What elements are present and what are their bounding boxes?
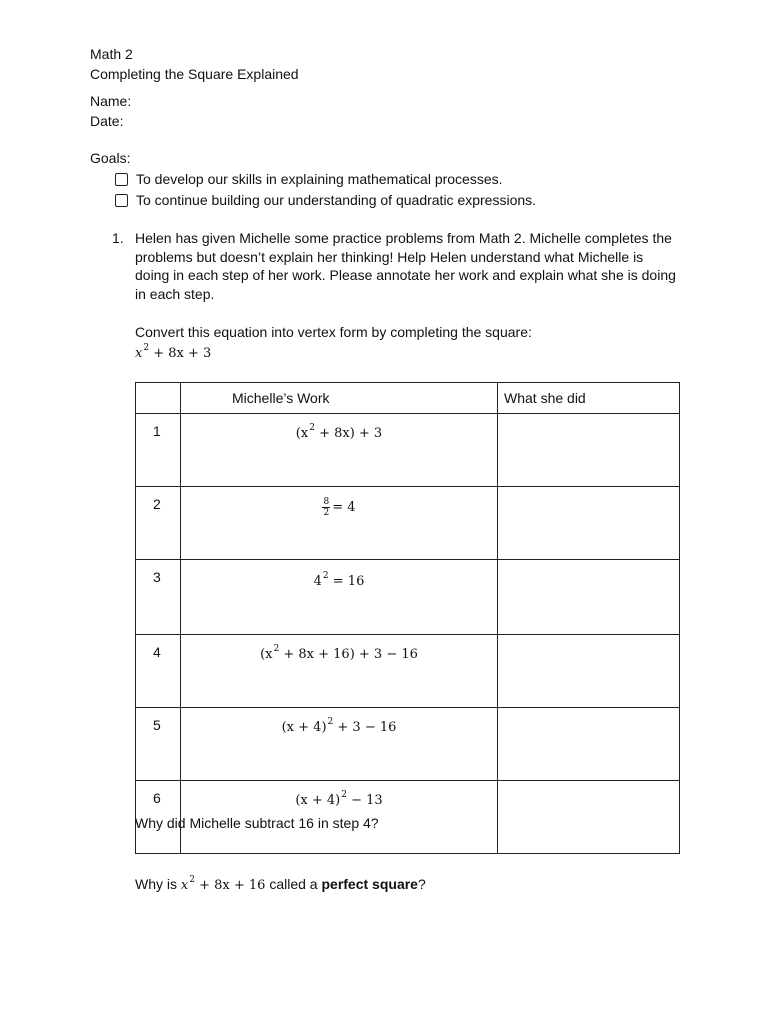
perfect-square-term: perfect square [321,876,418,892]
step-number: 3 [136,560,181,635]
work-table [135,382,680,854]
step-number: 2 [136,487,181,560]
step-number: 4 [136,635,181,708]
question-2: Why is $x^2 + 8x + 16$ called a perfect square? [135,875,426,893]
work-cell [181,560,498,635]
page-title: Completing the Square Explained [90,66,299,82]
work-cell [181,708,498,781]
name-label: Name: [90,93,132,109]
table-row [136,414,680,487]
work-expression: $4^2 = 16$ [313,571,365,589]
goal-item-1: To develop our skills in explaining mathematical processes. [136,171,503,187]
step-number: 6 [136,781,181,854]
table-row [136,560,680,635]
table-row [136,487,680,560]
work-expression: $(x + 4)^2 + 3 - 16$ [281,717,397,735]
work-expression: $(x^2 + 8x) + 3$ [295,423,383,441]
step-number: 5 [136,708,181,781]
question-1: Why did Michelle subtract 16 in step 4? [135,815,379,831]
work-cell [181,487,498,560]
work-expression: $(x + 4)^2 - 13$ [295,790,383,808]
work-cell [181,635,498,708]
problem-text: Helen has given Michelle some practice problems from Math 2. Michelle completes the problems but doesn’t explain her thinking! Help Helen understand what Michelle is doing in each step of her work. Please annotate her work and explain what she is doing in each step. [135,230,676,302]
answer-cell[interactable] [498,708,680,781]
answer-cell[interactable] [498,781,680,854]
goal-checkbox-1[interactable] [115,173,128,186]
work-expression: $(x^2 + 8x + 16) + 3 - 16$ [260,644,418,662]
problem-number: 1. [112,230,124,246]
problem-equation: $x^2 + 8x + 3$ [135,343,212,361]
header-what-she-did: What she did [498,383,680,414]
answer-cell[interactable] [498,560,680,635]
table-row [136,635,680,708]
answer-cell[interactable] [498,414,680,487]
problem-instruction: Convert this equation into vertex form by completing the square: [135,324,532,340]
table-header-row [136,383,680,414]
answer-cell[interactable] [498,635,680,708]
answer-cell[interactable] [498,487,680,560]
table-row [136,708,680,781]
header-michelles-work: Michelle’s Work [181,383,498,414]
goals-label: Goals: [90,150,131,166]
work-expression: $\frac{8}{2}$ = 4 [323,497,356,518]
date-label: Date: [90,113,124,129]
work-cell [181,414,498,487]
header-step-cell [136,383,181,414]
goal-item-2: To continue building our understanding of quadratic expressions. [136,192,537,208]
step-number: 1 [136,414,181,487]
goal-checkbox-2[interactable] [115,194,128,207]
course-name: Math 2 [90,46,133,62]
